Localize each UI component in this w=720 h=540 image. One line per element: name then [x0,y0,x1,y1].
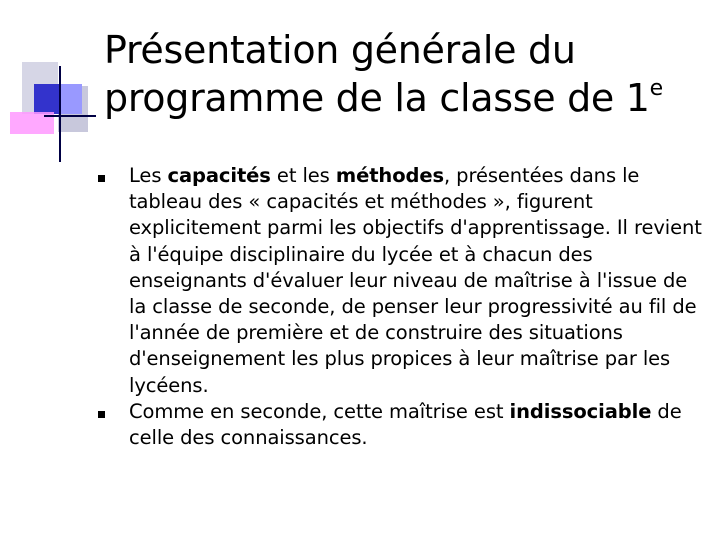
bullet-item-capacites [95,163,705,399]
logo-square-blue [34,84,60,114]
bullet-bold-text: capacités [167,164,271,187]
bullet-text: et les [270,164,336,187]
bullet-bold-text: indissociable [509,399,652,423]
slide-title-line1: Présentation générale du [104,28,576,72]
slide-title [104,26,704,122]
slide-title-superscript: e [649,76,663,101]
bullet-bold-text: méthodes [335,164,444,187]
bullet-list [95,163,705,451]
bullet-square-icon [98,411,105,418]
bullet-text: , présentées dans le tableau des « capacités et méthodes », figurent explicitement parmi les objectifs d'apprentissage. Il revient à l'équipe disciplinaire du lycée et à chacun des enseignants d'évaluer leur niveau de maîtrise à l'issue de la classe de seconde, de penser leur progressivité au fil de l'année de première et de construire des situations d'enseignement les plus propices à leur maîtrise par les lycéens. [129,164,702,397]
logo-decoration [0,0,100,170]
bullet-text: de celle des connaissances. [129,399,682,450]
slide-title-line2 [104,74,704,122]
bullet-item-indissociable [95,399,705,451]
bullet-text: Les [129,164,168,187]
slide-title-line2-text: programme de la classe de 1 [104,76,650,120]
bullet-square-icon [98,175,105,182]
logo-square-light-blue [60,84,82,114]
bullet-text: Comme en seconde, cette maîtrise est [129,399,510,423]
